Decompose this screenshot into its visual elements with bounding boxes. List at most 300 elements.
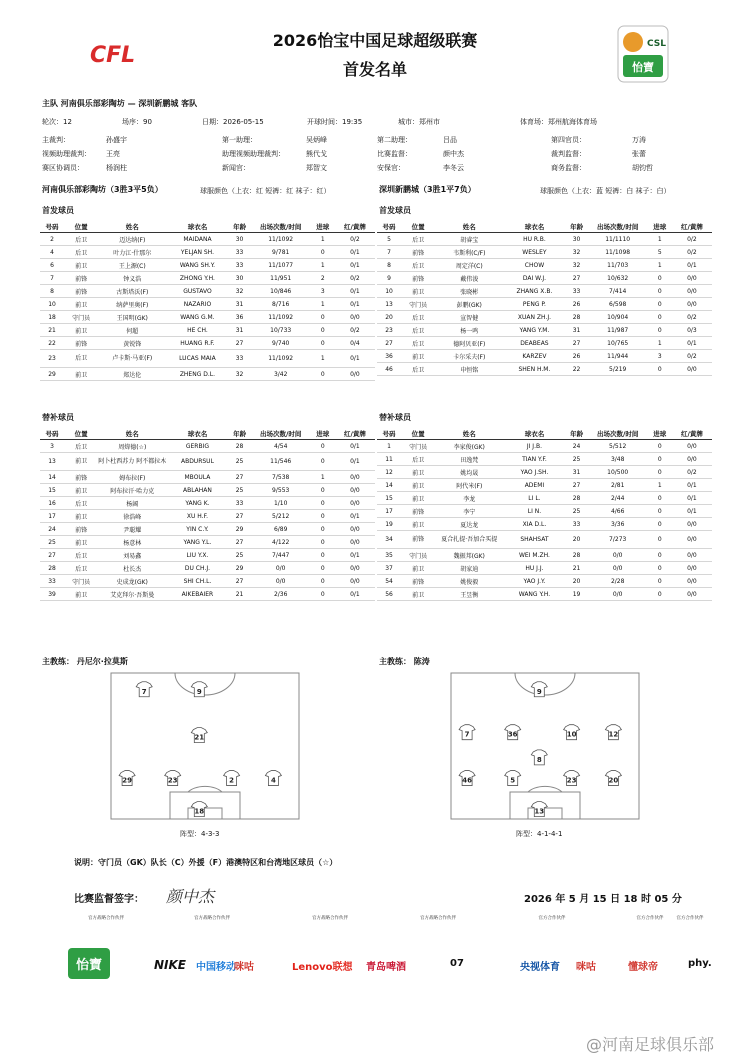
match-info-item: 轮次：12	[42, 118, 72, 126]
official-role: 第四官员：	[551, 136, 586, 144]
player-cell: 24	[566, 440, 588, 453]
player-row	[40, 523, 375, 536]
player-cell: 21	[229, 588, 251, 601]
player-cell: 魏振邦(GK)	[435, 549, 503, 562]
player-cell: 0/1	[672, 259, 712, 272]
player-cell: 郑达伦	[98, 368, 166, 381]
player-number: 29	[122, 776, 132, 785]
player-cell: 0	[648, 363, 672, 376]
player-cell: 1	[311, 259, 335, 272]
player-cell: 32	[566, 246, 588, 259]
player-cell: 28	[40, 562, 64, 575]
player-number: 7	[464, 730, 470, 739]
player-cell: 前锋	[64, 272, 98, 285]
player-cell: 张晓彬	[435, 285, 503, 298]
player-row	[377, 492, 712, 505]
player-cell: SHI CH.L.	[166, 575, 228, 588]
csl-logo	[617, 25, 669, 83]
column-header: 红/黄牌	[672, 221, 712, 233]
official-role: 助理视频助理裁判：	[222, 150, 285, 158]
column-header: 出场次数/时间	[251, 221, 311, 233]
player-cell: 0	[648, 324, 672, 337]
player-cell: 30	[229, 233, 251, 246]
sponsor-caption: 官方战略合作伙伴	[420, 916, 456, 921]
player-cell: 17	[40, 510, 64, 523]
column-header: 红/黄牌	[335, 221, 375, 233]
table-header-row	[377, 221, 712, 233]
column-header: 年龄	[229, 221, 251, 233]
player-row	[40, 311, 375, 324]
player-cell: 32	[566, 259, 588, 272]
player-cell: 0/1	[335, 440, 375, 453]
sponsor-logo: Lenovo联想	[292, 962, 353, 973]
player-cell: 0/1	[335, 285, 375, 298]
player-number: 9	[536, 687, 542, 696]
player-cell: ADEMI	[503, 479, 565, 492]
csl-sponsor-text: 怡寶	[632, 61, 654, 74]
player-cell: XUAN ZH.J.	[503, 311, 565, 324]
player-row	[40, 233, 375, 246]
player-number: 12	[608, 730, 619, 739]
player-cell: 10	[40, 298, 64, 311]
player-cell: 王国明(GK)	[98, 311, 166, 324]
table-header-row	[40, 428, 375, 440]
player-cell: 9	[377, 272, 401, 285]
player-cell: 10/765	[588, 337, 648, 350]
player-cell: ABLAHAN	[166, 484, 228, 497]
player-cell: 33	[229, 246, 251, 259]
player-cell: 0	[311, 484, 335, 497]
player-cell: 1	[648, 337, 672, 350]
player-row	[377, 311, 712, 324]
player-cell: 0	[648, 505, 672, 518]
player-cell: 前卫	[401, 479, 435, 492]
player-cell: YELJAN SH.	[166, 246, 228, 259]
player-cell: 3	[40, 440, 64, 453]
player-row	[377, 531, 712, 549]
player-cell: 1	[311, 233, 335, 246]
player-cell: DAI W.J.	[503, 272, 565, 285]
player-cell: 后卫	[64, 246, 98, 259]
player-cell: 前锋	[401, 246, 435, 259]
player-cell: 0/2	[335, 324, 375, 337]
sponsor-caption: 官方合作伙伴	[676, 916, 704, 921]
official-name: 王亮	[106, 150, 120, 158]
column-header: 球衣名	[503, 428, 565, 440]
away-starters-table	[377, 221, 712, 376]
player-cell: AIKEBAIER	[166, 588, 228, 601]
home-starters-label: 首发球员	[42, 206, 74, 215]
player-cell: 前卫	[64, 298, 98, 311]
player-cell: 0/1	[335, 259, 375, 272]
player-cell: 0/0	[672, 453, 712, 466]
player-cell: 35	[377, 549, 401, 562]
player-cell: 26	[566, 350, 588, 363]
player-cell: 23	[40, 350, 64, 368]
player-cell: 0	[311, 311, 335, 324]
player-cell: 阿布拉汗·哈力克	[98, 484, 166, 497]
player-cell: 后卫	[64, 233, 98, 246]
player-cell: WESLEY	[503, 246, 565, 259]
player-cell: YANG Y.M.	[503, 324, 565, 337]
player-cell: 杜长杰	[98, 562, 166, 575]
player-cell: 14	[377, 479, 401, 492]
player-cell: 17	[377, 505, 401, 518]
penalty-arc	[188, 786, 222, 792]
sign-time: 2026 年 5 月 15 日 18 时 05 分	[524, 894, 682, 905]
player-cell: 史成龙(GK)	[98, 575, 166, 588]
player-cell: 杨意林	[98, 536, 166, 549]
player-cell: 何超	[98, 324, 166, 337]
player-cell: 25	[566, 453, 588, 466]
column-header: 号码	[40, 428, 64, 440]
player-row	[377, 363, 712, 376]
goal-box	[528, 808, 562, 819]
player-cell: 3/36	[588, 518, 648, 531]
player-cell: SHEN H.M.	[503, 363, 565, 376]
player-cell: HE CH.	[166, 324, 228, 337]
player-cell: 19	[377, 518, 401, 531]
player-cell: 申恒铭	[435, 363, 503, 376]
player-cell: 29	[229, 523, 251, 536]
player-cell: 0	[648, 440, 672, 453]
player-cell: 13	[377, 298, 401, 311]
player-cell: 宣智健	[435, 311, 503, 324]
player-number: 20	[608, 776, 619, 785]
player-cell: 7	[40, 272, 64, 285]
player-row	[377, 588, 712, 601]
sponsor-logo: 央视体育	[520, 962, 560, 973]
player-cell: 纳萨里奥(F)	[98, 298, 166, 311]
cfl-logo	[88, 40, 146, 68]
column-header: 进球	[648, 221, 672, 233]
away-coach: 主教练： 陈涛	[379, 657, 430, 666]
player-cell: 德阿贝亚(F)	[435, 337, 503, 350]
supervisor-signature: 颜中杰	[166, 887, 215, 906]
player-cell: 1/10	[251, 497, 311, 510]
column-header: 号码	[40, 221, 64, 233]
player-cell: 0/0	[672, 272, 712, 285]
sponsor-caption: 官方战略合作伙伴	[88, 916, 124, 921]
player-cell: 0	[311, 523, 335, 536]
player-cell: 11/703	[588, 259, 648, 272]
player-cell: 6	[40, 259, 64, 272]
player-cell: 31	[566, 324, 588, 337]
player-cell: 后卫	[64, 549, 98, 562]
player-cell: DU CH.J.	[166, 562, 228, 575]
player-cell: 0/0	[335, 471, 375, 484]
column-header: 球衣名	[166, 428, 228, 440]
player-cell: 10/733	[251, 324, 311, 337]
player-cell: SHAHSAT	[503, 531, 565, 549]
player-cell: 王昱衡	[435, 588, 503, 601]
player-cell: 0/4	[335, 337, 375, 350]
player-cell: 0/0	[672, 363, 712, 376]
player-number: 46	[462, 776, 472, 785]
player-number: 36	[507, 730, 518, 739]
player-cell: 夏达龙	[435, 518, 503, 531]
official-name: 李冬云	[443, 164, 464, 172]
player-shirt-icon	[531, 750, 547, 765]
player-cell: 0/0	[672, 562, 712, 575]
player-shirt-icon	[605, 725, 621, 740]
player-cell: 1	[648, 259, 672, 272]
player-row	[377, 246, 712, 259]
player-shirt-icon	[531, 802, 547, 817]
player-shirt-icon	[136, 682, 152, 697]
player-cell: 25	[566, 505, 588, 518]
player-cell: 0/0	[335, 311, 375, 324]
player-cell: NAZARIO	[166, 298, 228, 311]
player-cell: WANG SH.Y.	[166, 259, 228, 272]
player-cell: 彭鹏(GK)	[435, 298, 503, 311]
player-cell: 0/0	[672, 440, 712, 453]
player-number: 23	[566, 776, 577, 785]
player-cell: 0	[648, 518, 672, 531]
player-cell: 前卫	[64, 484, 98, 497]
player-cell: 0	[648, 562, 672, 575]
sponsor-caption: 官方战略合作伙伴	[194, 916, 230, 921]
player-cell: 韦斯利(C/F)	[435, 246, 503, 259]
player-cell: 3/42	[251, 368, 311, 381]
player-cell: 前卫	[64, 324, 98, 337]
player-row	[377, 453, 712, 466]
player-cell: 前锋	[64, 337, 98, 350]
player-cell: 姚均晟	[435, 466, 503, 479]
player-cell: 5/512	[588, 440, 648, 453]
player-cell: LUCAS MAIA	[166, 350, 228, 368]
player-cell: 0	[311, 324, 335, 337]
player-cell: 11/1092	[251, 233, 311, 246]
official-role: 第二助理：	[377, 136, 412, 144]
official-role: 主裁判：	[42, 136, 70, 144]
column-header: 号码	[377, 221, 401, 233]
column-header: 姓名	[435, 221, 503, 233]
player-cell: 11	[377, 453, 401, 466]
table-header-row	[377, 428, 712, 440]
player-cell: 33	[566, 285, 588, 298]
player-cell: 前卫	[64, 510, 98, 523]
player-cell: 16	[40, 497, 64, 510]
player-cell: 前卫	[401, 518, 435, 531]
player-shirt-icon	[564, 725, 580, 740]
player-cell: 0/0	[251, 562, 311, 575]
player-cell: ZHONG Y.H.	[166, 272, 228, 285]
player-cell: 王上源(C)	[98, 259, 166, 272]
player-cell: 0/0	[251, 575, 311, 588]
player-cell: 15	[40, 484, 64, 497]
column-header: 出场次数/时间	[251, 428, 311, 440]
player-cell: 1	[311, 298, 335, 311]
column-header: 年龄	[566, 428, 588, 440]
player-cell: 后卫	[401, 453, 435, 466]
player-row	[40, 588, 375, 601]
player-shirt-icon	[119, 771, 135, 786]
player-cell: 33	[229, 497, 251, 510]
home-team-name: 河南俱乐部彩陶坊（3胜3平5负）	[42, 185, 163, 194]
player-cell: 0/0	[588, 588, 648, 601]
player-cell: YANG Y.L.	[166, 536, 228, 549]
match-info-item: 城市：郑州市	[398, 118, 440, 126]
player-row	[377, 479, 712, 492]
player-cell: 26	[566, 298, 588, 311]
player-cell: 30	[229, 272, 251, 285]
player-cell: LI N.	[503, 505, 565, 518]
player-cell: 0/0	[335, 523, 375, 536]
player-cell: 27	[229, 510, 251, 523]
match-info-item: 场序：90	[122, 118, 152, 126]
home-formation-pitch	[110, 672, 300, 820]
player-cell: YAO J.Y.	[503, 575, 565, 588]
column-header: 球衣名	[503, 221, 565, 233]
player-cell: 54	[377, 575, 401, 588]
sponsor-logo: phy.	[688, 958, 712, 969]
player-cell: 前卫	[401, 285, 435, 298]
player-cell: 31	[566, 466, 588, 479]
player-cell: 0/1	[335, 588, 375, 601]
official-name: 胡钧哲	[632, 164, 653, 172]
player-cell: 10/500	[588, 466, 648, 479]
player-cell: HU J.J.	[503, 562, 565, 575]
player-cell: 0/3	[672, 324, 712, 337]
player-cell: 0	[648, 588, 672, 601]
player-row	[40, 368, 375, 381]
official-name: 万涛	[632, 136, 646, 144]
player-shirt-icon	[224, 771, 240, 786]
player-cell: 39	[40, 588, 64, 601]
away-team-name: 深圳新鹏城（3胜1平7负）	[379, 185, 476, 194]
column-header: 姓名	[98, 428, 166, 440]
player-cell: 4	[40, 246, 64, 259]
player-cell: DEABEAS	[503, 337, 565, 350]
player-cell: KARZEV	[503, 350, 565, 363]
player-cell: YAO J.SH.	[503, 466, 565, 479]
player-cell: 56	[377, 588, 401, 601]
player-cell: 0/1	[335, 350, 375, 368]
away-formation: 阵型：4-1-4-1	[516, 830, 563, 838]
sponsor-logo: 咪咕	[234, 962, 254, 973]
player-cell: 0	[311, 440, 335, 453]
player-cell: 27	[229, 536, 251, 549]
player-cell: 0/0	[672, 285, 712, 298]
player-cell: LI L.	[503, 492, 565, 505]
player-cell: ZHANG X.B.	[503, 285, 565, 298]
player-cell: 33	[566, 518, 588, 531]
player-number: 13	[534, 807, 545, 816]
player-cell: 0/1	[672, 492, 712, 505]
penalty-arc	[528, 786, 562, 792]
official-name: 颜中杰	[443, 150, 464, 158]
home-away-line: 主队 河南俱乐部彩陶坊 — 深圳新鹏城 客队	[42, 99, 198, 108]
player-cell: 后卫	[64, 350, 98, 368]
player-row	[40, 440, 375, 453]
player-row	[40, 453, 375, 471]
player-shirt-icon	[459, 725, 475, 740]
official-role: 赛区协调员：	[42, 164, 84, 172]
player-cell: XU H.F.	[166, 510, 228, 523]
player-cell: 11/951	[251, 272, 311, 285]
player-cell: 25	[229, 484, 251, 497]
player-cell: 艾克拜尔·吾斯曼	[98, 588, 166, 601]
player-cell: MAIDANA	[166, 233, 228, 246]
player-cell: 0	[311, 588, 335, 601]
player-cell: 0	[311, 337, 335, 350]
player-row	[40, 285, 375, 298]
column-header: 位置	[64, 221, 98, 233]
player-cell: 20	[566, 575, 588, 588]
player-cell: 0/1	[335, 246, 375, 259]
player-cell: 李宁	[435, 505, 503, 518]
player-cell: 刘易鑫	[98, 549, 166, 562]
player-cell: 19	[566, 588, 588, 601]
player-shirt-icon	[165, 771, 181, 786]
player-cell: 后卫	[64, 440, 98, 453]
player-row	[377, 505, 712, 518]
sponsor-logo: 青岛啤酒	[366, 962, 406, 973]
column-header: 年龄	[229, 428, 251, 440]
cfl-logo-text: CFL	[90, 43, 136, 68]
official-role: 比赛监督：	[377, 150, 412, 158]
player-cell: 0/0	[672, 588, 712, 601]
player-cell: 28	[229, 440, 251, 453]
player-cell: 11/1110	[588, 233, 648, 246]
player-cell: 8/716	[251, 298, 311, 311]
player-row	[377, 324, 712, 337]
player-cell: 5/219	[588, 363, 648, 376]
player-cell: 守门员	[401, 440, 435, 453]
match-info-item: 日期：2026-05-15	[202, 118, 264, 126]
column-header: 位置	[64, 428, 98, 440]
player-cell: 前锋	[64, 285, 98, 298]
player-row	[40, 536, 375, 549]
player-cell: 后卫	[64, 497, 98, 510]
player-cell: 0/1	[672, 505, 712, 518]
player-row	[40, 246, 375, 259]
player-cell: 0/2	[672, 233, 712, 246]
player-cell: 15	[377, 492, 401, 505]
player-cell: 37	[377, 562, 401, 575]
player-row	[40, 497, 375, 510]
official-name: 吕品	[443, 136, 457, 144]
player-cell: 21	[40, 324, 64, 337]
player-cell: 3	[648, 350, 672, 363]
player-cell: 27	[40, 549, 64, 562]
player-cell: 周煒德(☆)	[98, 440, 166, 453]
player-row	[377, 337, 712, 350]
player-row	[377, 233, 712, 246]
player-cell: 0/1	[672, 337, 712, 350]
away-subs-label: 替补球员	[379, 413, 411, 422]
player-cell: 0/0	[335, 562, 375, 575]
official-name: 吴炳峰	[306, 136, 327, 144]
player-cell: 0/1	[672, 479, 712, 492]
match-info-item: 体育场：郑州航海体育场	[520, 118, 597, 126]
player-cell: 胡家迪	[435, 562, 503, 575]
player-cell: CHOW	[503, 259, 565, 272]
player-cell: 1	[311, 471, 335, 484]
match-info-item: 开球时间：19:35	[307, 118, 363, 126]
player-row	[377, 440, 712, 453]
sponsor-logo: 怡寶	[68, 948, 110, 979]
player-cell: 0	[311, 575, 335, 588]
player-cell: 0	[648, 549, 672, 562]
player-cell: 前卫	[64, 368, 98, 381]
player-row	[40, 484, 375, 497]
player-cell: 田逸梵	[435, 453, 503, 466]
player-cell: 7/538	[251, 471, 311, 484]
player-cell: 0	[648, 285, 672, 298]
player-cell: 0/0	[335, 368, 375, 381]
